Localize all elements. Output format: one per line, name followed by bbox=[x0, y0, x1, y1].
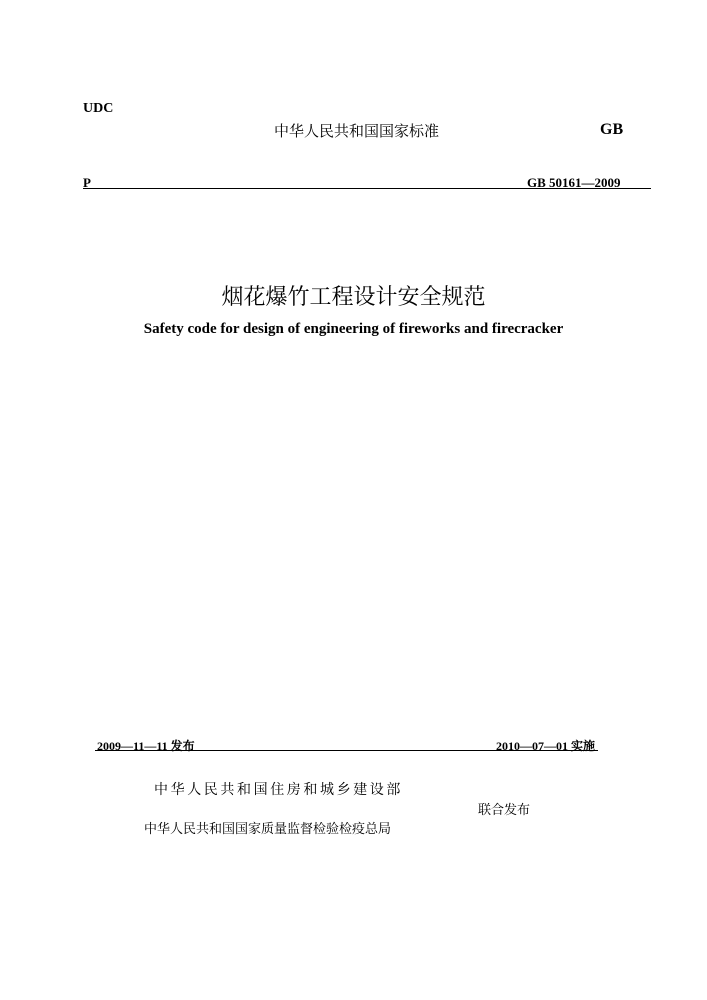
issue-date: 2009—11—11 发布 bbox=[97, 739, 195, 753]
udc-label: UDC bbox=[83, 101, 114, 116]
effective-date: 2010—07—01 实施 bbox=[496, 739, 596, 753]
gb-mark: GB bbox=[600, 121, 624, 138]
standard-number: GB 50161—2009 bbox=[527, 175, 621, 190]
dates-divider bbox=[95, 750, 598, 751]
header-divider bbox=[83, 188, 651, 189]
document-title-chinese: 烟花爆竹工程设计安全规范 bbox=[221, 285, 486, 310]
national-standard-label: 中华人民共和国国家标准 bbox=[274, 122, 440, 140]
issuer-ministry-housing: 中华人民共和国住房和城乡建设部 bbox=[154, 782, 403, 798]
document-title-english: Safety code for design of engineering of fireworks and firecracker bbox=[143, 321, 564, 337]
joint-issue-label: 联合发布 bbox=[478, 803, 531, 818]
p-code: P bbox=[83, 175, 91, 190]
issuer-quality-supervision: 中华人民共和国国家质量监督检验检疫总局 bbox=[144, 822, 392, 837]
